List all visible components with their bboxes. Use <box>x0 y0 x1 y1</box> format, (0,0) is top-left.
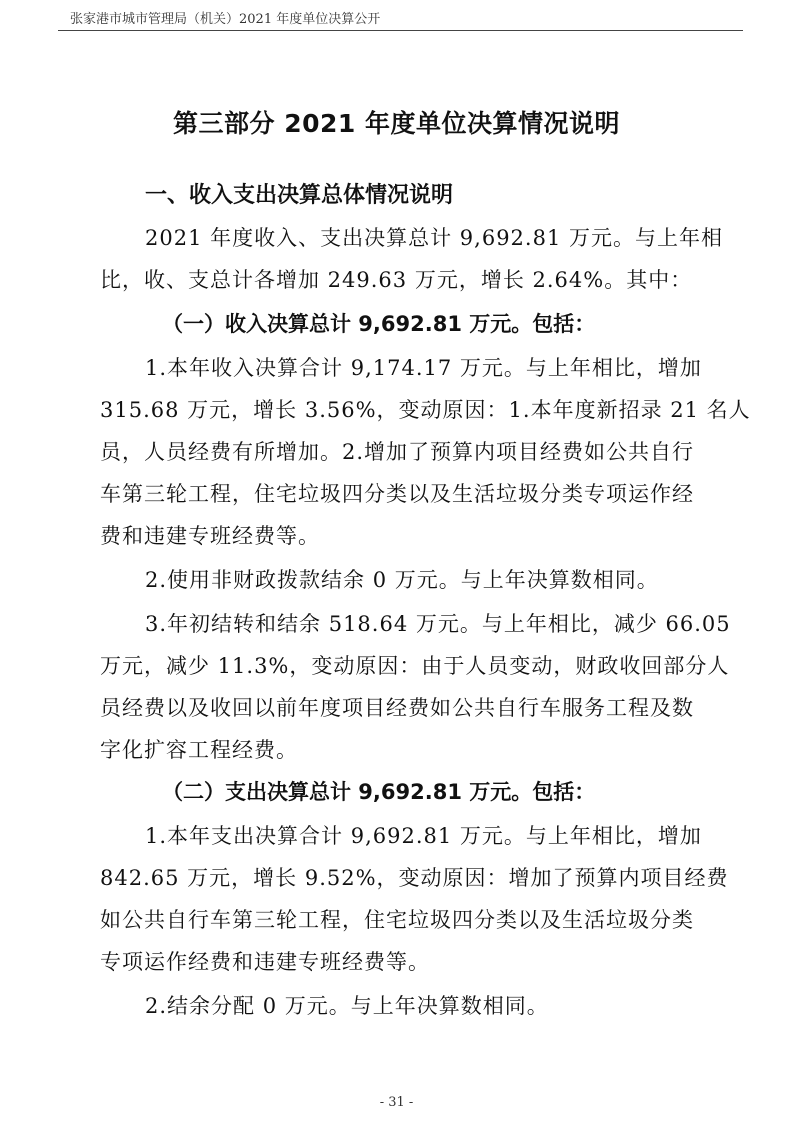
page-number: - 31 - <box>379 1095 414 1110</box>
paragraph-line: 315.68 万元，增长 3.56%，变动原因：1.本年度新招录 21 名人 <box>100 398 751 422</box>
paragraph-line: 1.本年支出决算合计 9,692.81 万元。与上年相比，增加 <box>145 824 702 848</box>
paragraph-line: 字化扩容工程经费。 <box>100 738 298 762</box>
paragraph-line: 万元，减少 11.3%，变动原因：由于人员变动，财政收回部分人 <box>100 654 730 678</box>
paragraph-line: 车第三轮工程，住宅垃圾四分类以及生活垃圾分类专项运作经 <box>100 482 694 506</box>
paragraph-line: 1.本年收入决算合计 9,174.17 万元。与上年相比，增加 <box>145 356 702 380</box>
paragraph-line: 2.使用非财政拨款结余 0 万元。与上年决算数相同。 <box>145 568 659 592</box>
section-heading: 一、收入支出决算总体情况说明 <box>145 183 454 208</box>
running-header: 张家港市城市管理局（机关）2021 年度单位决算公开 <box>70 12 381 27</box>
paragraph-line: 2021 年度收入、支出决算总计 9,692.81 万元。与上年相 <box>145 226 723 250</box>
paragraph-line: 比，收、支总计各增加 249.63 万元，增长 2.64%。其中： <box>100 268 693 292</box>
paragraph-line: 员经费以及收回以前年度项目经费如公共自行车服务工程及数 <box>100 696 694 720</box>
income-subheading: （一）收入决算总计 9,692.81 万元。包括： <box>162 312 596 336</box>
paragraph-line: 员，人员经费有所增加。2.增加了预算内项目经费如公共自行 <box>100 440 695 464</box>
paragraph-line: 2.结余分配 0 万元。与上年决算数相同。 <box>145 994 549 1018</box>
paragraph-line: 3.年初结转和结余 518.64 万元。与上年相比，减少 66.05 <box>145 612 731 636</box>
paragraph-line: 专项运作经费和违建专班经费等。 <box>100 950 430 974</box>
expenditure-subheading: （二）支出决算总计 9,692.81 万元。包括： <box>162 780 596 804</box>
paragraph-line: 如公共自行车第三轮工程，住宅垃圾四分类以及生活垃圾分类 <box>100 908 694 932</box>
header-rule <box>58 30 743 31</box>
paragraph-line: 费和违建专班经费等。 <box>100 524 320 548</box>
paragraph-line: 842.65 万元，增长 9.52%，变动原因：增加了预算内项目经费 <box>100 866 729 890</box>
page-title: 第三部分 2021 年度单位决算情况说明 <box>173 109 620 138</box>
